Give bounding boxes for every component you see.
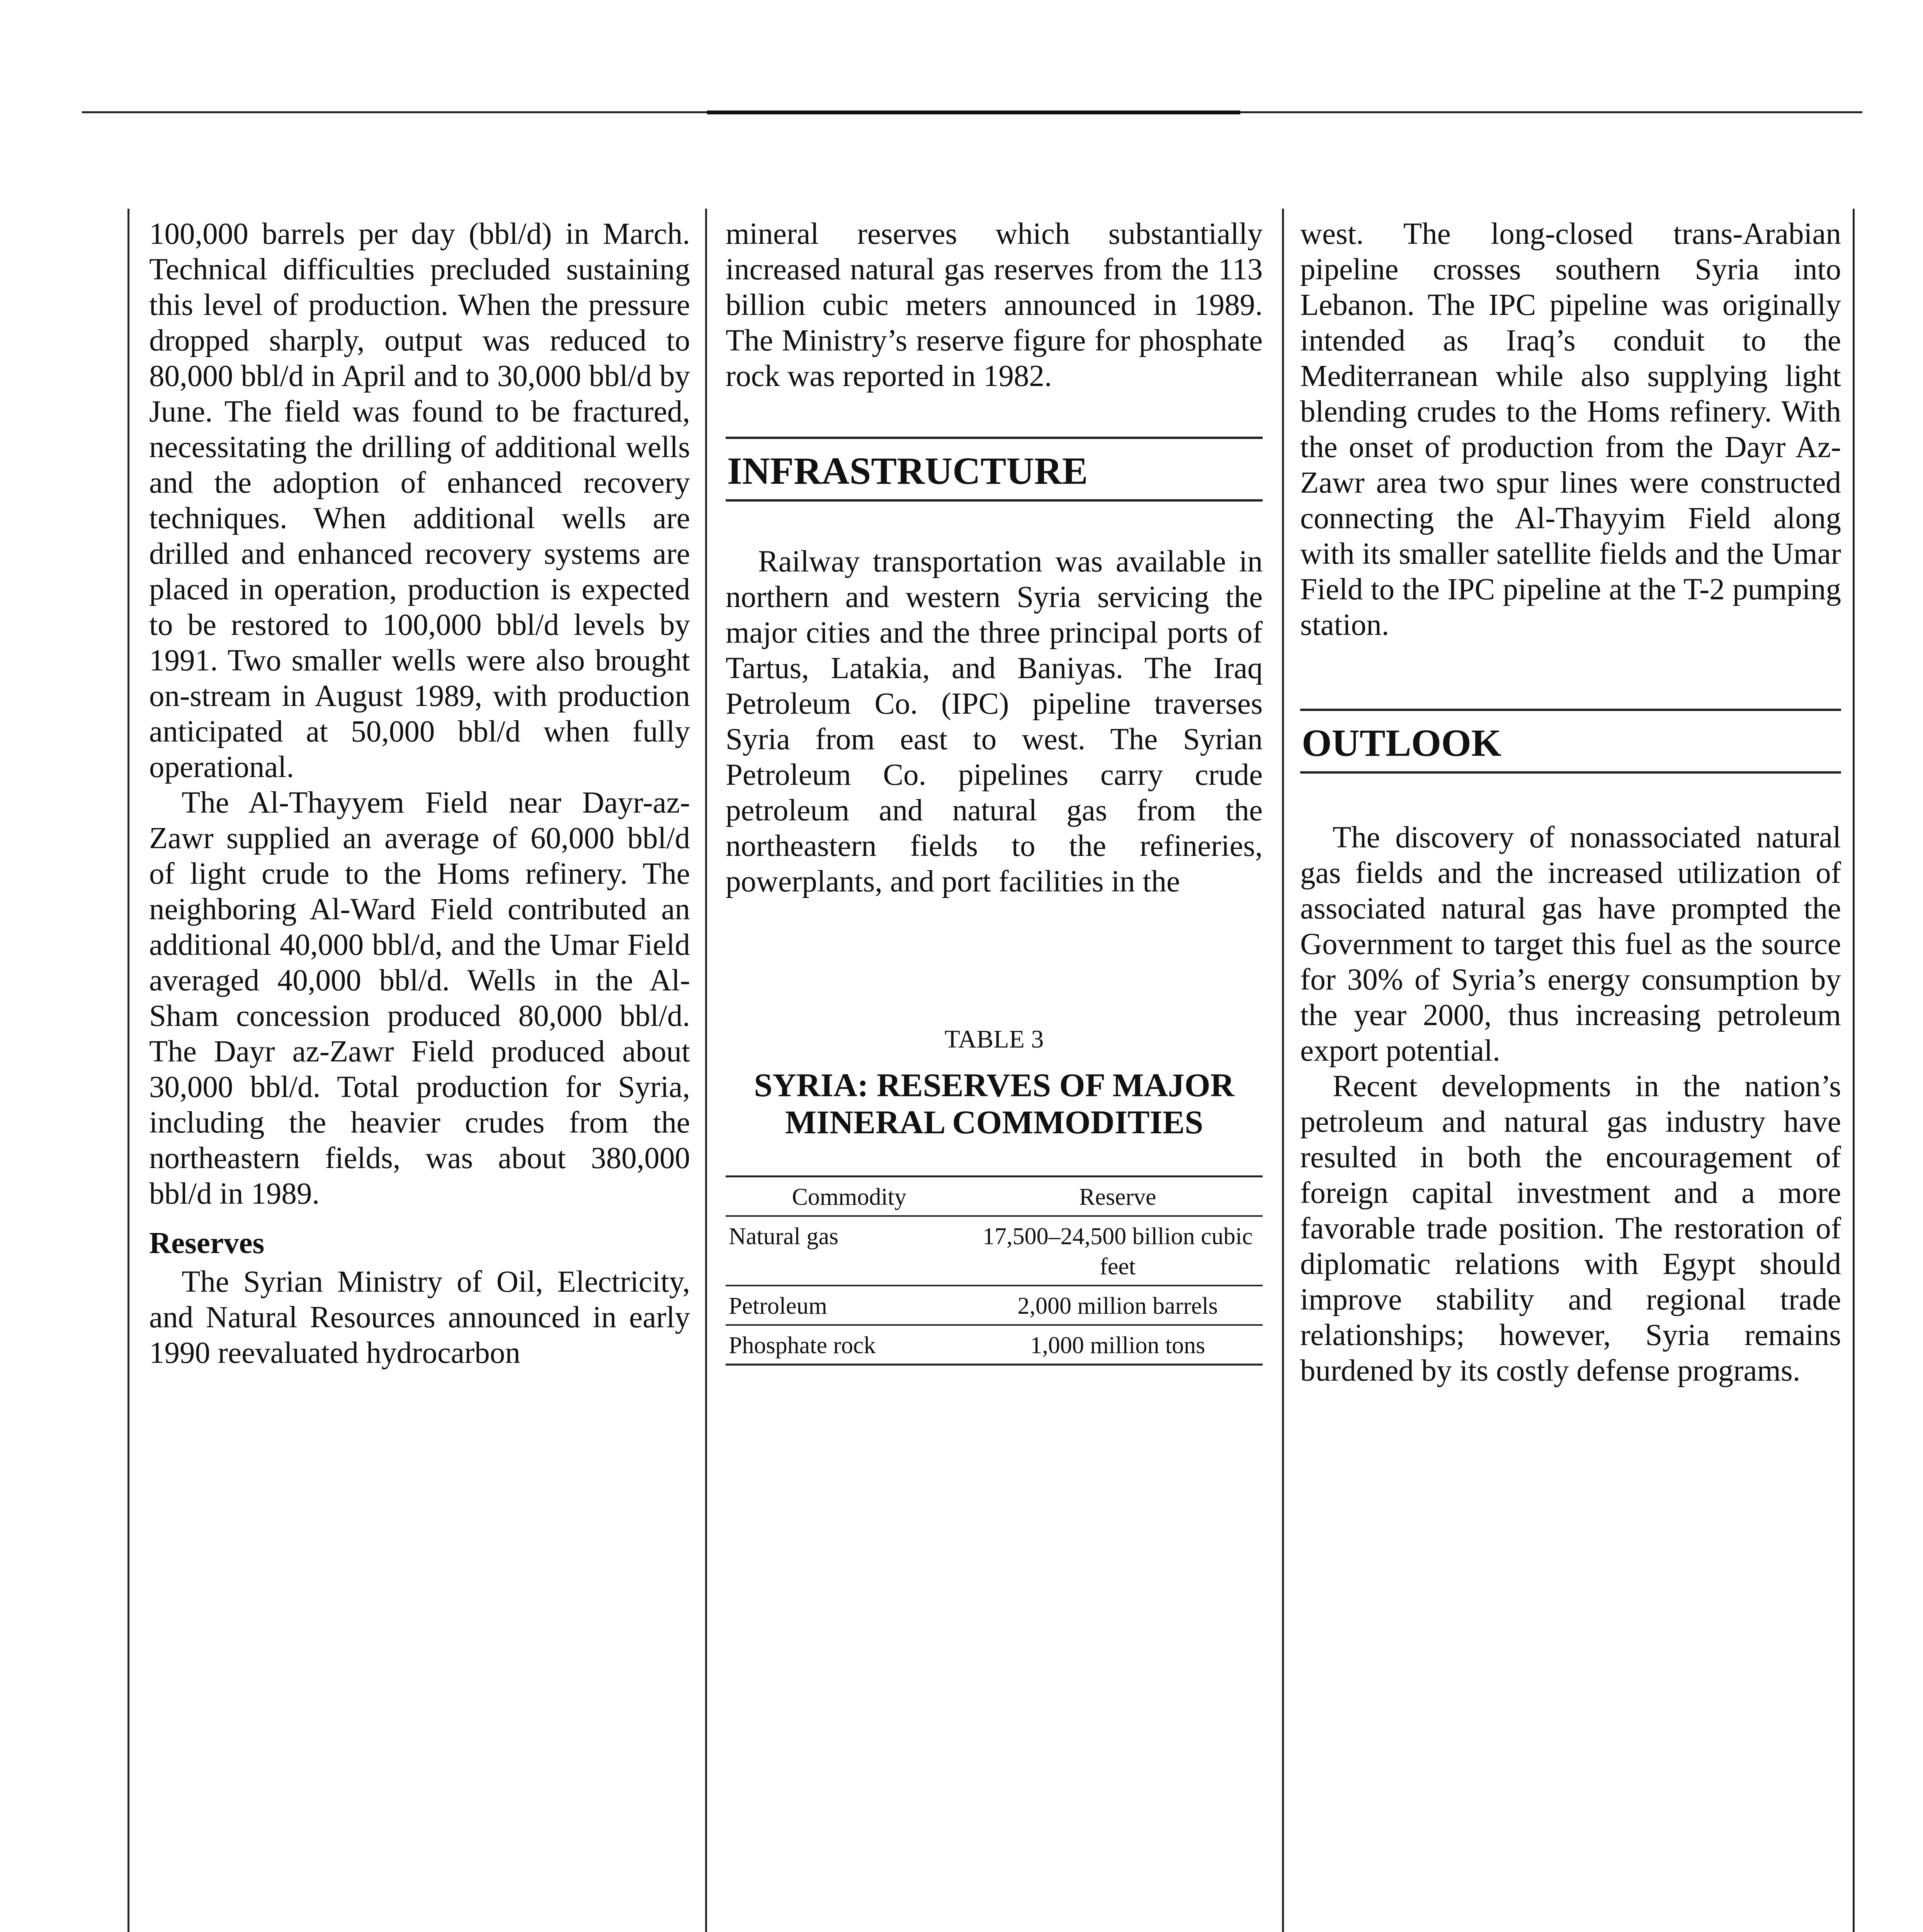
column-3 bbox=[1300, 216, 1841, 1389]
table-3 bbox=[726, 1024, 1263, 1366]
table-cell: 2,000 million barrels bbox=[973, 1286, 1263, 1325]
paragraph: 100,000 barrels per day (bbl/d) in March. Technical difficulties precluded sustaining this level of production. When the pressure dropped sharply, output was reduced to 80,000 bbl/d in April and to 30,000 bbl/d by June. The field was found to be fractured, necessitating the drilling of additional wells and the adoption of enhanced recovery techniques. When additional wells are drilled and enhanced recovery systems are placed in operation, production is expected to be restored to 100,000 bbl/d levels by 1991. Two smaller wells were also brought on-stream in August 1989, with production anticipated at 50,000 bbl/d when fully operational. bbox=[149, 217, 690, 784]
column-divider-right bbox=[1853, 209, 1855, 1932]
paragraph: mineral reserves which substantially increased natural gas reserves from the 113 billion cubic meters announced in 1989. The Ministry’s reserve figure for phosphate rock was reported in 1982. bbox=[726, 217, 1263, 393]
column-divider-left bbox=[128, 209, 129, 1932]
top-rule-accent bbox=[707, 111, 1240, 114]
column-divider-2 bbox=[1282, 209, 1284, 1932]
table-cell: Petroleum bbox=[726, 1286, 973, 1325]
column-1 bbox=[149, 216, 690, 1371]
table-cell: 1,000 million tons bbox=[973, 1325, 1263, 1365]
paragraph: The discovery of nonassociated natural gas fields and the increased utilization of associated natural gas have prompted the Government to target this fuel as the source for 30% of Syria’s energy consumption by the year 2000, thus increasing petroleum export potential. bbox=[1300, 821, 1841, 1068]
table-header-row bbox=[726, 1177, 1263, 1216]
paragraph: Recent developments in the nation’s petroleum and natural gas industry have resulted in both the encouragement of foreign capital investment and a more favorable trade position. The restoration of diplomatic relations with Egypt should improve stability and regional trade relationships; however, Syria remains burdened by its costly defense programs. bbox=[1300, 1070, 1841, 1388]
paragraph: Railway transportation was available in northern and western Syria servicing the major cities and the three principal ports of Tartus, Latakia, and Baniyas. The Iraq Petroleum Co. (IPC) pipeline traverses Syria from east to west. The Syrian Petroleum Co. pipelines carry crude petroleum and natural gas from the northeastern fields to the refineries, powerplants, and port facilities in the bbox=[726, 545, 1263, 898]
table-title-line: MINERAL COMMODITIES bbox=[785, 1104, 1204, 1141]
table-row bbox=[726, 1216, 1263, 1286]
column-header: Commodity bbox=[726, 1177, 973, 1216]
table-cell: Natural gas bbox=[726, 1216, 973, 1286]
paragraph: west. The long-closed trans-Arabian pipeline crosses southern Syria into Lebanon. The IPC pipeline was originally intended as Iraq’s conduit to the Mediterranean while also supplying light blending crudes to the Homs refinery. With the onset of production from the Dayr Az-Zawr area two spur lines were constructed connecting the Al-Thayyim Field along with its smaller satellite fields and the Umar Field to the IPC pipeline at the T-2 pumping station. bbox=[1300, 217, 1841, 642]
section-heading-infrastructure: INFRASTRUCTURE bbox=[726, 437, 1263, 502]
reserves-table bbox=[726, 1175, 1263, 1366]
paragraph: The Al-Thayyem Field near Dayr-az-Zawr supplied an average of 60,000 bbl/d of light crude to the Homs refinery. The neighboring Al-Ward Field contributed an additional 40,000 bbl/d, and the Umar Field averaged 40,000 bbl/d. Wells in the Al-Sham concession produced 80,000 bbl/d. The Dayr az-Zawr Field produced about 30,000 bbl/d. Total production for Syria, including the heavier crudes from the northeastern fields, was about 380,000 bbl/d in 1989. bbox=[149, 786, 690, 1211]
table-title bbox=[726, 1066, 1263, 1141]
section-heading-outlook: OUTLOOK bbox=[1300, 709, 1841, 774]
table-title-line: SYRIA: RESERVES OF MAJOR bbox=[754, 1066, 1234, 1104]
table-row bbox=[726, 1325, 1263, 1365]
paragraph: The Syrian Ministry of Oil, Electricity, and Natural Resources announced in early 1990 reevaluated hydrocarbon bbox=[149, 1265, 690, 1370]
table-label: TABLE 3 bbox=[944, 1025, 1044, 1053]
column-divider-1 bbox=[705, 209, 707, 1932]
column-2 bbox=[726, 216, 1263, 900]
subheading-reserves: Reserves bbox=[149, 1226, 265, 1260]
column-header: Reserve bbox=[973, 1177, 1263, 1216]
table-cell: Phosphate rock bbox=[726, 1325, 973, 1365]
table-cell: 17,500–24,500 billion cubic feet bbox=[973, 1216, 1263, 1286]
table-row bbox=[726, 1286, 1263, 1325]
